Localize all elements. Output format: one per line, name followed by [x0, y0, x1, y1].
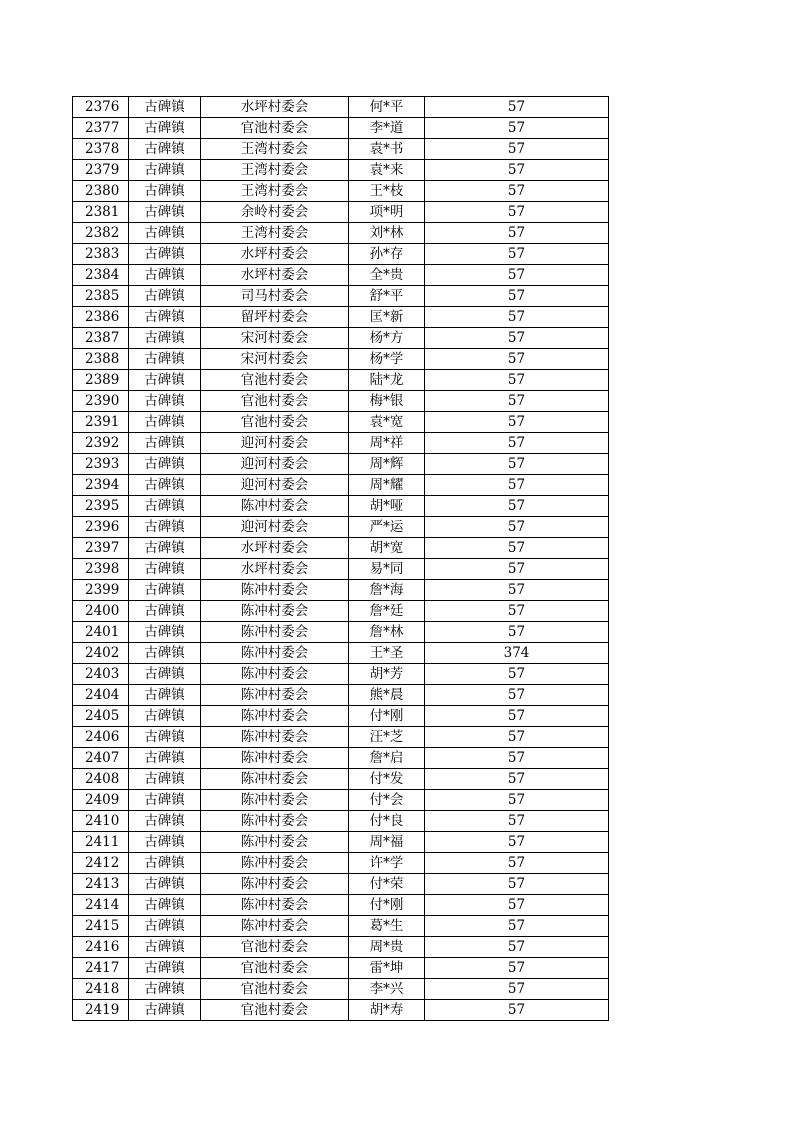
person-name-cell: 陆*龙: [349, 370, 425, 391]
person-name-cell: 付*良: [349, 811, 425, 832]
village-committee-cell: 陈冲村委会: [201, 496, 349, 517]
row-number-cell: 2411: [73, 832, 129, 853]
table-row: [73, 370, 609, 391]
town-cell: 古碑镇: [129, 811, 201, 832]
village-committee-cell: 司马村委会: [201, 286, 349, 307]
row-number-cell: 2391: [73, 412, 129, 433]
person-name-cell: 袁*宽: [349, 412, 425, 433]
village-committee-cell: 水坪村委会: [201, 97, 349, 118]
person-name-cell: 王*圣: [349, 643, 425, 664]
row-number-cell: 2413: [73, 874, 129, 895]
amount-cell: 57: [425, 370, 609, 391]
row-number-cell: 2400: [73, 601, 129, 622]
village-committee-cell: 王湾村委会: [201, 160, 349, 181]
amount-cell: 57: [425, 433, 609, 454]
person-name-cell: 袁*来: [349, 160, 425, 181]
town-cell: 古碑镇: [129, 454, 201, 475]
village-committee-cell: 官池村委会: [201, 370, 349, 391]
amount-cell: 57: [425, 265, 609, 286]
village-committee-cell: 官池村委会: [201, 391, 349, 412]
village-committee-cell: 宋河村委会: [201, 328, 349, 349]
table-row: [73, 391, 609, 412]
village-committee-cell: 陈冲村委会: [201, 916, 349, 937]
row-number-cell: 2388: [73, 349, 129, 370]
person-name-cell: 匡*新: [349, 307, 425, 328]
town-cell: 古碑镇: [129, 958, 201, 979]
amount-cell: 57: [425, 958, 609, 979]
row-number-cell: 2390: [73, 391, 129, 412]
amount-cell: 57: [425, 769, 609, 790]
table-row: [73, 538, 609, 559]
village-committee-cell: 王湾村委会: [201, 223, 349, 244]
amount-cell: 57: [425, 580, 609, 601]
town-cell: 古碑镇: [129, 937, 201, 958]
amount-cell: 57: [425, 538, 609, 559]
town-cell: 古碑镇: [129, 517, 201, 538]
person-name-cell: 詹*林: [349, 622, 425, 643]
amount-cell: 57: [425, 244, 609, 265]
village-committee-cell: 陈冲村委会: [201, 790, 349, 811]
row-number-cell: 2419: [73, 1000, 129, 1021]
amount-cell: 57: [425, 118, 609, 139]
town-cell: 古碑镇: [129, 832, 201, 853]
row-number-cell: 2401: [73, 622, 129, 643]
table-row: [73, 349, 609, 370]
town-cell: 古碑镇: [129, 97, 201, 118]
table-row: [73, 769, 609, 790]
amount-cell: 57: [425, 916, 609, 937]
row-number-cell: 2379: [73, 160, 129, 181]
village-committee-cell: 陈冲村委会: [201, 706, 349, 727]
table-row: [73, 328, 609, 349]
row-number-cell: 2377: [73, 118, 129, 139]
person-name-cell: 周*耀: [349, 475, 425, 496]
amount-cell: 57: [425, 979, 609, 1000]
table-row: [73, 496, 609, 517]
person-name-cell: 严*运: [349, 517, 425, 538]
person-name-cell: 周*祥: [349, 433, 425, 454]
amount-cell: 57: [425, 874, 609, 895]
row-number-cell: 2399: [73, 580, 129, 601]
town-cell: 古碑镇: [129, 853, 201, 874]
amount-cell: 57: [425, 160, 609, 181]
table-row: [73, 727, 609, 748]
row-number-cell: 2392: [73, 433, 129, 454]
row-number-cell: 2403: [73, 664, 129, 685]
town-cell: 古碑镇: [129, 433, 201, 454]
person-name-cell: 许*学: [349, 853, 425, 874]
person-name-cell: 孙*存: [349, 244, 425, 265]
amount-cell: 57: [425, 937, 609, 958]
amount-cell: 57: [425, 895, 609, 916]
village-committee-cell: 官池村委会: [201, 937, 349, 958]
amount-cell: 57: [425, 496, 609, 517]
person-name-cell: 詹*海: [349, 580, 425, 601]
person-name-cell: 李*道: [349, 118, 425, 139]
table-row: [73, 811, 609, 832]
table-row: [73, 286, 609, 307]
village-committee-cell: 官池村委会: [201, 1000, 349, 1021]
town-cell: 古碑镇: [129, 286, 201, 307]
amount-cell: 57: [425, 475, 609, 496]
village-committee-cell: 王湾村委会: [201, 181, 349, 202]
town-cell: 古碑镇: [129, 307, 201, 328]
person-name-cell: 王*枝: [349, 181, 425, 202]
row-number-cell: 2418: [73, 979, 129, 1000]
person-name-cell: 项*明: [349, 202, 425, 223]
village-committee-cell: 官池村委会: [201, 118, 349, 139]
row-number-cell: 2417: [73, 958, 129, 979]
roster-table-body: [73, 97, 609, 1021]
village-committee-cell: 水坪村委会: [201, 265, 349, 286]
town-cell: 古碑镇: [129, 475, 201, 496]
row-number-cell: 2416: [73, 937, 129, 958]
amount-cell: 57: [425, 685, 609, 706]
town-cell: 古碑镇: [129, 979, 201, 1000]
person-name-cell: 胡*芳: [349, 664, 425, 685]
person-name-cell: 刘*林: [349, 223, 425, 244]
village-committee-cell: 迎河村委会: [201, 517, 349, 538]
person-name-cell: 袁*书: [349, 139, 425, 160]
village-committee-cell: 官池村委会: [201, 412, 349, 433]
person-name-cell: 梅*银: [349, 391, 425, 412]
amount-cell: 57: [425, 790, 609, 811]
amount-cell: 57: [425, 181, 609, 202]
table-row: [73, 958, 609, 979]
town-cell: 古碑镇: [129, 265, 201, 286]
person-name-cell: 周*福: [349, 832, 425, 853]
table-row: [73, 916, 609, 937]
person-name-cell: 詹*廷: [349, 601, 425, 622]
table-row: [73, 1000, 609, 1021]
town-cell: 古碑镇: [129, 664, 201, 685]
amount-cell: 57: [425, 811, 609, 832]
person-name-cell: 胡*宽: [349, 538, 425, 559]
amount-cell: 57: [425, 622, 609, 643]
row-number-cell: 2384: [73, 265, 129, 286]
town-cell: 古碑镇: [129, 139, 201, 160]
town-cell: 古碑镇: [129, 223, 201, 244]
table-row: [73, 580, 609, 601]
amount-cell: 57: [425, 349, 609, 370]
town-cell: 古碑镇: [129, 370, 201, 391]
table-row: [73, 748, 609, 769]
table-row: [73, 307, 609, 328]
person-name-cell: 付*荣: [349, 874, 425, 895]
amount-cell: 57: [425, 664, 609, 685]
person-name-cell: 周*辉: [349, 454, 425, 475]
town-cell: 古碑镇: [129, 790, 201, 811]
amount-cell: 57: [425, 706, 609, 727]
table-row: [73, 97, 609, 118]
town-cell: 古碑镇: [129, 181, 201, 202]
row-number-cell: 2396: [73, 517, 129, 538]
row-number-cell: 2415: [73, 916, 129, 937]
village-committee-cell: 迎河村委会: [201, 433, 349, 454]
table-row: [73, 202, 609, 223]
row-number-cell: 2408: [73, 769, 129, 790]
village-committee-cell: 陈冲村委会: [201, 622, 349, 643]
row-number-cell: 2389: [73, 370, 129, 391]
person-name-cell: 詹*启: [349, 748, 425, 769]
village-committee-cell: 陈冲村委会: [201, 664, 349, 685]
amount-cell: 57: [425, 286, 609, 307]
village-committee-cell: 迎河村委会: [201, 475, 349, 496]
table-row: [73, 790, 609, 811]
person-name-cell: 葛*生: [349, 916, 425, 937]
village-committee-cell: 陈冲村委会: [201, 832, 349, 853]
row-number-cell: 2398: [73, 559, 129, 580]
table-row: [73, 517, 609, 538]
row-number-cell: 2376: [73, 97, 129, 118]
village-committee-cell: 陈冲村委会: [201, 685, 349, 706]
village-committee-cell: 王湾村委会: [201, 139, 349, 160]
table-row: [73, 160, 609, 181]
row-number-cell: 2381: [73, 202, 129, 223]
town-cell: 古碑镇: [129, 685, 201, 706]
village-committee-cell: 陈冲村委会: [201, 727, 349, 748]
town-cell: 古碑镇: [129, 727, 201, 748]
person-name-cell: 熊*晨: [349, 685, 425, 706]
amount-cell: 57: [425, 748, 609, 769]
person-name-cell: 付*会: [349, 790, 425, 811]
amount-cell: 57: [425, 391, 609, 412]
row-number-cell: 2385: [73, 286, 129, 307]
table-row: [73, 874, 609, 895]
row-number-cell: 2383: [73, 244, 129, 265]
town-cell: 古碑镇: [129, 391, 201, 412]
amount-cell: 57: [425, 139, 609, 160]
amount-cell: 57: [425, 559, 609, 580]
village-committee-cell: 水坪村委会: [201, 244, 349, 265]
town-cell: 古碑镇: [129, 643, 201, 664]
table-row: [73, 139, 609, 160]
village-committee-cell: 余岭村委会: [201, 202, 349, 223]
village-committee-cell: 官池村委会: [201, 958, 349, 979]
amount-cell: 374: [425, 643, 609, 664]
table-row: [73, 979, 609, 1000]
table-row: [73, 559, 609, 580]
table-row: [73, 601, 609, 622]
table-row: [73, 412, 609, 433]
table-row: [73, 433, 609, 454]
village-committee-cell: 宋河村委会: [201, 349, 349, 370]
row-number-cell: 2407: [73, 748, 129, 769]
row-number-cell: 2397: [73, 538, 129, 559]
village-committee-cell: 水坪村委会: [201, 559, 349, 580]
village-committee-cell: 陈冲村委会: [201, 601, 349, 622]
village-committee-cell: 陈冲村委会: [201, 769, 349, 790]
table-row: [73, 454, 609, 475]
row-number-cell: 2406: [73, 727, 129, 748]
amount-cell: 57: [425, 412, 609, 433]
town-cell: 古碑镇: [129, 895, 201, 916]
town-cell: 古碑镇: [129, 1000, 201, 1021]
town-cell: 古碑镇: [129, 601, 201, 622]
village-committee-cell: 陈冲村委会: [201, 643, 349, 664]
amount-cell: 57: [425, 517, 609, 538]
row-number-cell: 2382: [73, 223, 129, 244]
village-committee-cell: 陈冲村委会: [201, 874, 349, 895]
row-number-cell: 2386: [73, 307, 129, 328]
amount-cell: 57: [425, 328, 609, 349]
table-row: [73, 244, 609, 265]
table-row: [73, 118, 609, 139]
town-cell: 古碑镇: [129, 118, 201, 139]
town-cell: 古碑镇: [129, 349, 201, 370]
person-name-cell: 汪*芝: [349, 727, 425, 748]
amount-cell: 57: [425, 1000, 609, 1021]
row-number-cell: 2405: [73, 706, 129, 727]
table-row: [73, 685, 609, 706]
row-number-cell: 2380: [73, 181, 129, 202]
table-row: [73, 832, 609, 853]
village-committee-cell: 陈冲村委会: [201, 748, 349, 769]
person-name-cell: 全*贵: [349, 265, 425, 286]
person-name-cell: 周*贵: [349, 937, 425, 958]
row-number-cell: 2393: [73, 454, 129, 475]
person-name-cell: 杨*学: [349, 349, 425, 370]
town-cell: 古碑镇: [129, 748, 201, 769]
person-name-cell: 何*平: [349, 97, 425, 118]
town-cell: 古碑镇: [129, 244, 201, 265]
town-cell: 古碑镇: [129, 580, 201, 601]
person-name-cell: 易*同: [349, 559, 425, 580]
person-name-cell: 杨*方: [349, 328, 425, 349]
row-number-cell: 2402: [73, 643, 129, 664]
town-cell: 古碑镇: [129, 559, 201, 580]
village-committee-cell: 水坪村委会: [201, 538, 349, 559]
amount-cell: 57: [425, 601, 609, 622]
person-name-cell: 付*发: [349, 769, 425, 790]
village-committee-cell: 留坪村委会: [201, 307, 349, 328]
table-row: [73, 643, 609, 664]
town-cell: 古碑镇: [129, 202, 201, 223]
town-cell: 古碑镇: [129, 916, 201, 937]
row-number-cell: 2410: [73, 811, 129, 832]
table-row: [73, 265, 609, 286]
table-row: [73, 622, 609, 643]
town-cell: 古碑镇: [129, 538, 201, 559]
person-name-cell: 付*刚: [349, 895, 425, 916]
amount-cell: 57: [425, 727, 609, 748]
amount-cell: 57: [425, 97, 609, 118]
town-cell: 古碑镇: [129, 412, 201, 433]
row-number-cell: 2394: [73, 475, 129, 496]
amount-cell: 57: [425, 202, 609, 223]
person-name-cell: 胡*哑: [349, 496, 425, 517]
amount-cell: 57: [425, 832, 609, 853]
person-name-cell: 胡*寿: [349, 1000, 425, 1021]
village-committee-cell: 陈冲村委会: [201, 580, 349, 601]
table-row: [73, 895, 609, 916]
town-cell: 古碑镇: [129, 769, 201, 790]
roster-table: [72, 96, 609, 1021]
table-row: [73, 475, 609, 496]
amount-cell: 57: [425, 223, 609, 244]
row-number-cell: 2404: [73, 685, 129, 706]
person-name-cell: 付*刚: [349, 706, 425, 727]
row-number-cell: 2395: [73, 496, 129, 517]
village-committee-cell: 陈冲村委会: [201, 895, 349, 916]
row-number-cell: 2414: [73, 895, 129, 916]
town-cell: 古碑镇: [129, 328, 201, 349]
village-committee-cell: 陈冲村委会: [201, 811, 349, 832]
person-name-cell: 雷*坤: [349, 958, 425, 979]
amount-cell: 57: [425, 307, 609, 328]
row-number-cell: 2409: [73, 790, 129, 811]
amount-cell: 57: [425, 454, 609, 475]
amount-cell: 57: [425, 853, 609, 874]
table-row: [73, 853, 609, 874]
town-cell: 古碑镇: [129, 874, 201, 895]
village-committee-cell: 陈冲村委会: [201, 853, 349, 874]
person-name-cell: 舒*平: [349, 286, 425, 307]
person-name-cell: 李*兴: [349, 979, 425, 1000]
table-row: [73, 181, 609, 202]
row-number-cell: 2378: [73, 139, 129, 160]
town-cell: 古碑镇: [129, 622, 201, 643]
table-row: [73, 706, 609, 727]
village-committee-cell: 官池村委会: [201, 979, 349, 1000]
table-row: [73, 664, 609, 685]
town-cell: 古碑镇: [129, 706, 201, 727]
row-number-cell: 2412: [73, 853, 129, 874]
town-cell: 古碑镇: [129, 160, 201, 181]
row-number-cell: 2387: [73, 328, 129, 349]
table-row: [73, 937, 609, 958]
table-row: [73, 223, 609, 244]
village-committee-cell: 迎河村委会: [201, 454, 349, 475]
town-cell: 古碑镇: [129, 496, 201, 517]
